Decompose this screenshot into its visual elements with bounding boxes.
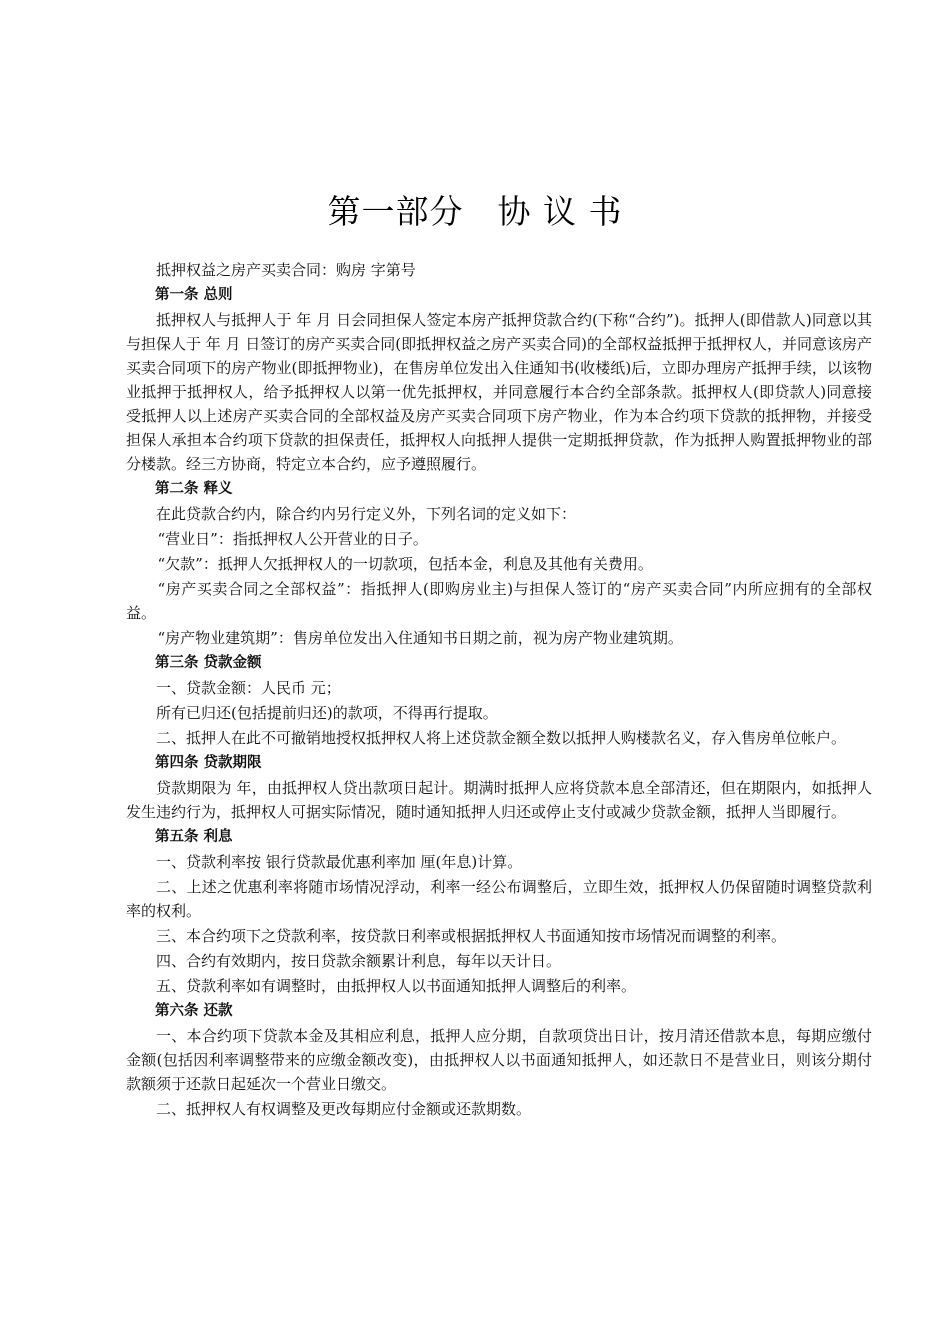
- article-heading: 第五条 利息: [155, 829, 233, 845]
- paragraph: 一、贷款利率按 银行贷款最优惠利率加 厘(年息)计算。: [156, 853, 523, 871]
- document-body: [126, 258, 872, 1122]
- paragraph: 二、上述之优惠利率将随市场情况浮动，利率一经公布调整后，立即生效，抵押权人仍保留随时调整贷款利率的权利。: [126, 878, 872, 920]
- paragraph: 抵押权益之房产买卖合同：购房 字第号: [156, 261, 416, 279]
- paragraph: “房产买卖合同之全部权益”：指抵押人(即购房业主)与担保人签订的“房产买卖合同”内所应拥有的全部权益。: [126, 580, 872, 622]
- paragraph: 二、抵押权人有权调整及更改每期应付金额或还款期数。: [156, 1100, 532, 1118]
- paragraph: 二、抵押人在此不可撤销地授权抵押权人将上述贷款金额全数以抵押人购楼款名义，存入售房单位帐户。: [156, 729, 847, 747]
- paragraph: 所有已归还(包括提前归还)的款项，不得再行提取。: [156, 704, 498, 722]
- document-title: 第一部分 协 议 书: [327, 192, 623, 231]
- article-heading: 第四条 贷款期限: [155, 755, 262, 771]
- paragraph: “房产物业建筑期”：售房单位发出入住通知书日期之前，视为房产物业建筑期。: [157, 629, 683, 647]
- paragraph: 一、贷款金额：人民币 元；: [156, 679, 341, 697]
- paragraph: 贷款期限为 年，由抵押权人贷出款项日起计。期满时抵押人应将贷款本息全部清还，但在期限内，如抵押人发生违约行为，抵押权人可据实际情况，随时通知抵押人归还或停止支付或减少贷款金额，抵押人当即履行。: [126, 779, 872, 821]
- paragraph: 三、本合约项下之贷款利率，按贷款日利率或根据抵押权人书面通知按市场情况而调整的利率。: [156, 927, 787, 945]
- paragraph: 五、贷款利率如有调整时，由抵押权人以书面通知抵押人调整后的利率。: [156, 977, 637, 995]
- article-heading: 第二条 释义: [155, 481, 233, 497]
- paragraph: “欠款”：抵押人欠抵押权人的一切款项，包括本金，利息及其他有关费用。: [157, 555, 653, 573]
- paragraph: 一、本合约项下贷款本金及其相应利息，抵押人应分期，自款项贷出日计，按月清还借款本息，每期应缴付金额(包括因利率调整带来的应缴金额改变)，由抵押权人以书面通知抵押人，如还款日不是营业日，则该分期付款额须于还款日起延次一个营业日缴交。: [126, 1027, 872, 1093]
- paragraph: 在此贷款合约内，除合约内另行定义外，下列名词的定义如下：: [156, 505, 577, 523]
- paragraph: “营业日”：指抵押权人公开营业的日子。: [157, 530, 428, 548]
- article-heading: 第三条 贷款金额: [155, 655, 262, 671]
- article-heading: 第一条 总则: [155, 287, 233, 303]
- paragraph: 抵押权人与抵押人于 年 月 日会同担保人签定本房产抵押贷款合约(下称“合约”)。抵押人(即借款人)同意以其与担保人于 年 月 日签订的房产买卖合同(即抵押权益之房产买卖合同)的全部权益抵押于抵押权人，并同意该房产买卖合同项下的房产物业(即抵押物业)，在售房单位发出入住通知书(收楼纸)后，立即办理房产抵押手续，以该物业抵押于抵押权人，给予抵押权人以第一优先抵押权，并同意履行本合约全部条款。抵押权人(即贷款人)同意接受抵押人以上述房产买卖合同的全部权益及房产买卖合同项下房产物业，作为本合约项下贷款的抵押物，并接受担保人承担本合约项下贷款的担保责任，抵押权人向抵押人提供一定期抵押贷款，作为抵押人购置抵押物业的部分楼款。经三方协商，特定立本合约，应予遵照履行。: [126, 311, 873, 473]
- article-heading: 第六条 还款: [155, 1003, 233, 1019]
- paragraph: 四、合约有效期内，按日贷款余额累计利息，每年以天计日。: [156, 952, 562, 970]
